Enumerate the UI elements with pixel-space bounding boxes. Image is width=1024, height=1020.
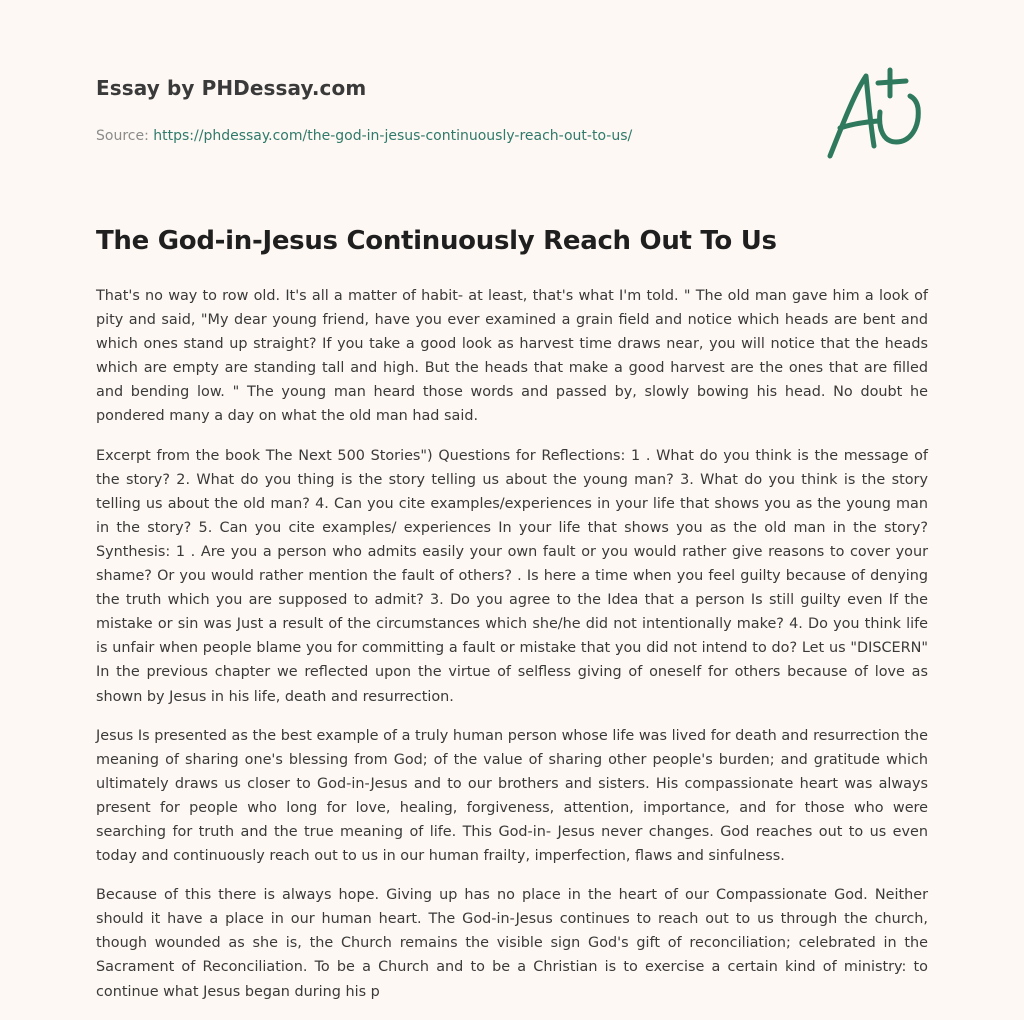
source-label: Source: — [96, 128, 149, 144]
essay-title: The God-in-Jesus Continuously Reach Out To Us — [96, 226, 777, 256]
source-link[interactable]: https://phdessay.com/the-god-in-jesus-continuously-reach-out-to-us/ — [153, 128, 633, 144]
a-plus-grade-icon — [820, 66, 930, 166]
site-header — [96, 76, 796, 144]
essay-paragraph: That's no way to row old. It's all a matter of habit- at least, that's what I'm told. " The old man gave him a look of pity and said, "My dear young friend, have you ever examined a grain field and notice which heads are bent and which ones stand up straight? If you take a good look as harvest time draws near, you will notice that the heads which are empty are standing tall and high. But the heads that make a good harvest are the ones that are filled and bending low. " The young man heard those words and passed by, slowly bowing his head. No doubt he pondered many a day on what the old man had said. — [96, 288, 928, 425]
essay-body — [96, 284, 928, 1019]
essay-paragraph: Excerpt from the book The Next 500 Stories") Questions for Reflections: 1 . What do you think is the message of the story? 2. What do you thing is the story telling us about the young man? 3. What do you think is the story telling us about the old man? 4. Can you cite examples/experiences in your life that shows you as the young man in the story? 5. Can you cite examples/ experiences In your life that shows you as the old man in the story? Synthesis: 1 . Are you a person who admits easily your own fault or you would rather give reasons to cover your shame? Or you would rather mention the fault of others? . Is here a time when you feel guilty because of denying the truth which you are supposed to admit? 3. Do you agree to the Idea that a person Is still guilty even If the mistake or sin was Just a result of the circumstances which she/he did not intentionally make? 4. Do you think life is unfair when people blame you for committing a fault or mistake that you did not intend to do? Let us "DISCERN" In the previous chapter we reflected upon the virtue of selfless giving of oneself for others because of love as shown by Jesus in his life, death and resurrection. — [96, 447, 928, 705]
brand-title: Essay by PHDessay.com — [96, 76, 367, 100]
essay-paragraph: Jesus Is presented as the best example of a truly human person whose life was lived for death and resurrection the meaning of sharing one's blessing from God; of the value of sharing other people's burden; and gratitude which ultimately draws us closer to God-in-Jesus and to our brothers and sisters. His compassionate heart was always present for people who long for love, healing, forgiveness, attention, importance, and for those who were searching for truth and the true meaning of life. This God-in- Jesus never changes. God reaches out to us even today and continuously reach out to us in our human frailty, imperfection, flaws and sinfulness. — [96, 727, 928, 865]
essay-paragraph: Because of this there is always hope. Giving up has no place in the heart of our Compassionate God. Neither should it have a place in our human heart. The God-in-Jesus continues to reach out to us through the church, though wounded as she is, the Church remains the visible sign God's gift of reconciliation; celebrated in the Sacrament of Reconciliation. To be a Church and to be a Christian is to exercise a certain kind of ministry: to continue what Jesus began during his p — [96, 887, 928, 1000]
source-line — [96, 128, 796, 144]
